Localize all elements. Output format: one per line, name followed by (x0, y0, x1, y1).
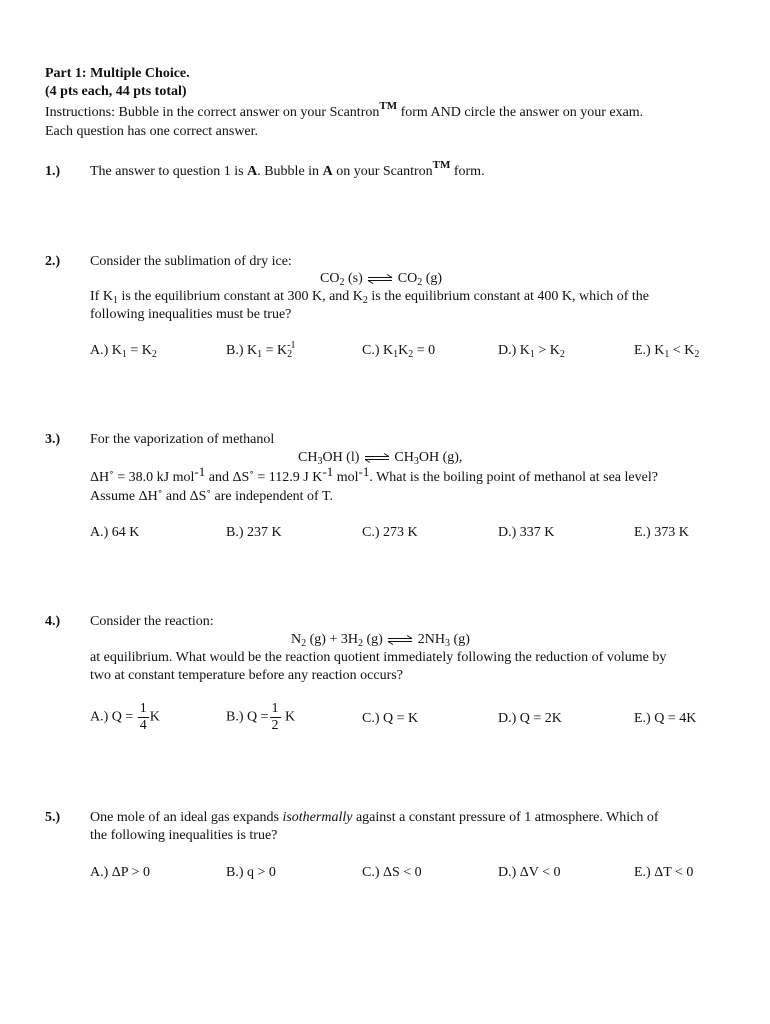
question-4-option-e[interactable]: E.) Q = 4K (634, 711, 697, 726)
question-3-option-b[interactable]: B.) 237 K (226, 525, 282, 540)
question-2-option-a[interactable]: A.) $K_1 = K_2$ (90, 343, 157, 360)
question-5-option-d[interactable]: D.) ΔV < 0 (498, 865, 561, 880)
question-5-option-a[interactable]: A.) ΔP > 0 (90, 865, 150, 880)
section-title: Part 1: Multiple Choice. (45, 66, 190, 81)
question-3-option-c[interactable]: C.) 273 K (362, 525, 418, 540)
fraction-one-half: $\frac{1}{2}$ (271, 701, 279, 733)
question-3-equation: $CH_3OH$ (l) $CH_3OH$ (g), (298, 450, 463, 467)
question-4-line-2: two at constant temperature before any reaction occurs? (90, 668, 403, 683)
question-2-option-e[interactable]: E.) $K_1 < K_2$ (634, 343, 700, 360)
question-4-option-a[interactable]: A.) Q = $\frac{1}{4}$ K (90, 701, 160, 733)
question-4-line-1: at equilibrium. What would be the reaction quotient immediately following the reduction of volume by (90, 650, 667, 665)
question-5-option-e[interactable]: E.) ΔT < 0 (634, 865, 694, 880)
question-3-prompt: For the vaporization of methanol (90, 432, 275, 447)
question-3-option-a[interactable]: A.) 64 K (90, 525, 140, 540)
instructions-line-2: Each question has one correct answer. (45, 124, 259, 139)
question-2-number: 2.) (45, 254, 61, 269)
question-5-line-2: the following inequalities is true? (90, 828, 278, 843)
question-3-option-e[interactable]: E.) 373 K (634, 525, 689, 540)
question-1-number: 1.) (45, 164, 61, 179)
question-2-option-c[interactable]: C.) $K_1K_2 = 0$ (362, 343, 436, 360)
question-4-option-b[interactable]: B.) Q = $\frac{1}{2}$ K (226, 701, 296, 733)
instructions-line-1: Instructions: Bubble in the correct answer on your Scantron™ form AND circle the answer on your exam. (45, 100, 644, 120)
question-3-line-1: ΔH˚ = 38.0 kJ mol$^{-1}$ and ΔS˚ = 112.9 J $K^{-1}$ mol$^{-1}$. What is the boiling point of methanol at sea level? (90, 464, 658, 485)
question-3-line-2: Assume ΔH˚ and ΔS˚ are independent of T. (90, 489, 333, 504)
question-4-option-c[interactable]: C.) Q = K (362, 711, 419, 726)
question-2-option-d[interactable]: D.) $K_1 > K_2$ (498, 343, 565, 360)
question-3-option-d[interactable]: D.) 337 K (498, 525, 555, 540)
question-2-option-b[interactable]: B.) $K_1 = K_2^{-1}$ (226, 340, 296, 360)
question-1-text: The answer to question 1 is A. Bubble in A on your Scantron™ form. (90, 159, 485, 179)
question-2-line-2: following inequalities must be true? (90, 307, 292, 322)
trademark-mark: TM (379, 100, 398, 112)
question-4-option-d[interactable]: D.) Q = 2K (498, 711, 562, 726)
question-5-option-c[interactable]: C.) ΔS < 0 (362, 865, 422, 880)
question-3-number: 3.) (45, 432, 61, 447)
question-4-equation: $N_2$ $(g) + 3H_2$ (g) $2NH_3$ (g) (291, 632, 470, 649)
question-2-prompt: Consider the sublimation of dry ice: (90, 254, 292, 269)
question-2-equation: $CO_2$ (s) $CO_2$ (g) (320, 271, 443, 288)
question-5-number: 5.) (45, 810, 61, 825)
equilibrium-arrow-icon (364, 453, 390, 463)
equilibrium-arrow-icon (367, 274, 393, 284)
equilibrium-arrow-icon (387, 635, 413, 645)
fraction-one-quarter: $\frac{1}{4}$ (139, 701, 147, 733)
section-points: (4 pts each, 44 pts total) (45, 84, 187, 99)
question-4-number: 4.) (45, 614, 61, 629)
question-2-line-1: If $K_1$ is the equilibrium constant at 300 K, and $K_2$ is the equilibrium constant at 400 K, which of the (90, 289, 650, 306)
question-5-line-1: One mole of an ideal gas expands isothermally against a constant pressure of 1 atmosphere. Which of (90, 810, 659, 825)
question-5-option-b[interactable]: B.) q > 0 (226, 865, 276, 880)
question-4-prompt: Consider the reaction: (90, 614, 214, 629)
